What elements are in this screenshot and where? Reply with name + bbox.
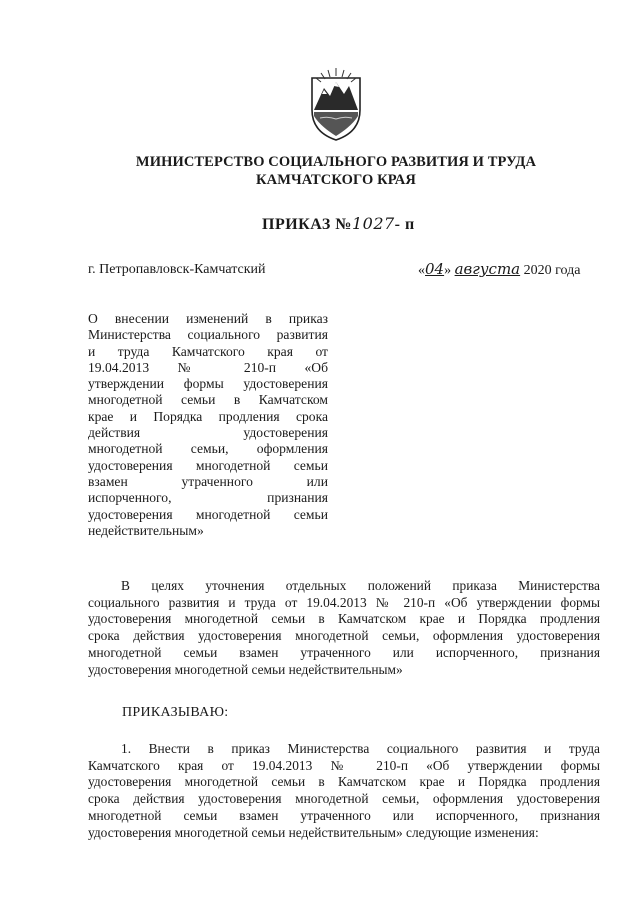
subject-line: О внесении изменений в приказ [88, 311, 328, 326]
preamble-line: срока действия удостоверения многодетной семьи, оформления удостоверения [88, 628, 600, 644]
order-title [262, 214, 415, 234]
item-1-paragraph [88, 741, 600, 841]
item-1-line: 1. Внести в приказ Министерства социального развития и труда [121, 741, 600, 756]
ministry-line-2: КАМЧАТСКОГО КРАЯ [256, 172, 416, 188]
preamble-line: удостоверения многодетной семьи в Камчатском крае и Порядка продления [88, 611, 600, 627]
subject-line: и труда Камчатского края от [88, 343, 328, 359]
ministry-title [0, 153, 640, 189]
preamble-paragraph [88, 578, 600, 678]
item-1-line: многодетной семьи взамен утраченного или испорченного, признания [88, 807, 600, 823]
preamble-line: удостоверения многодетной семьи недействительным» [88, 661, 403, 677]
subject-line: удостоверения многодетной семьи [88, 457, 328, 473]
order-date: «04» августа 2020 года [418, 260, 581, 278]
subject-line: недействительным» [88, 522, 204, 538]
city: г. Петропавловск-Камчатский [88, 262, 266, 277]
subject-block [88, 311, 328, 539]
subject-line: испорченного, признания [88, 490, 328, 506]
kamchatka-emblem [306, 64, 366, 142]
subject-line: многодетной семьи в Камчатском [88, 392, 328, 408]
date-year: 2020 года [523, 263, 581, 278]
subject-line: 19.04.2013 № 210-п «Об [88, 359, 328, 375]
subject-line: утверждении формы удостоверения [88, 376, 328, 392]
item-1-line: удостоверения многодетной семьи в Камчатском крае и Порядка продления [88, 774, 600, 790]
preamble-line: многодетной семьи взамен утраченного или испорченного, признания [88, 644, 600, 660]
date-day: 04 [425, 260, 445, 278]
ministry-line-1: МИНИСТЕРСТВО СОЦИАЛЬНОГО РАЗВИТИЯ И ТРУДА [135, 154, 537, 170]
item-1-line: срока действия удостоверения многодетной семьи, оформления удостоверения [88, 791, 600, 807]
item-1-line: Камчатского края от 19.04.2013 № 210-п «Об утверждении формы [88, 757, 600, 773]
subject-line: взамен утраченного или [88, 473, 328, 489]
preamble-line: В целях уточнения отдельных положений приказа Министерства [121, 578, 600, 593]
subject-line: удостоверения многодетной семьи [88, 506, 328, 522]
order-suffix: - п [394, 216, 415, 233]
subject-line: действия удостоверения [88, 425, 328, 441]
subject-line: многодетной семьи, оформления [88, 441, 328, 457]
subject-line: крае и Порядка продления срока [88, 408, 328, 424]
subject-line: Министерства социального развития [88, 327, 328, 343]
item-1-line: удостоверения многодетной семьи недействительным» следующие изменения: [88, 824, 539, 840]
date-month: августа [454, 260, 521, 278]
order-prefix: ПРИКАЗ № [262, 216, 352, 233]
command-heading: ПРИКАЗЫВАЮ: [122, 705, 229, 720]
preamble-line: социального развития и труда от 19.04.2013 № 210-п «Об утверждении формы [88, 594, 600, 610]
order-number: 1027 [351, 214, 395, 233]
